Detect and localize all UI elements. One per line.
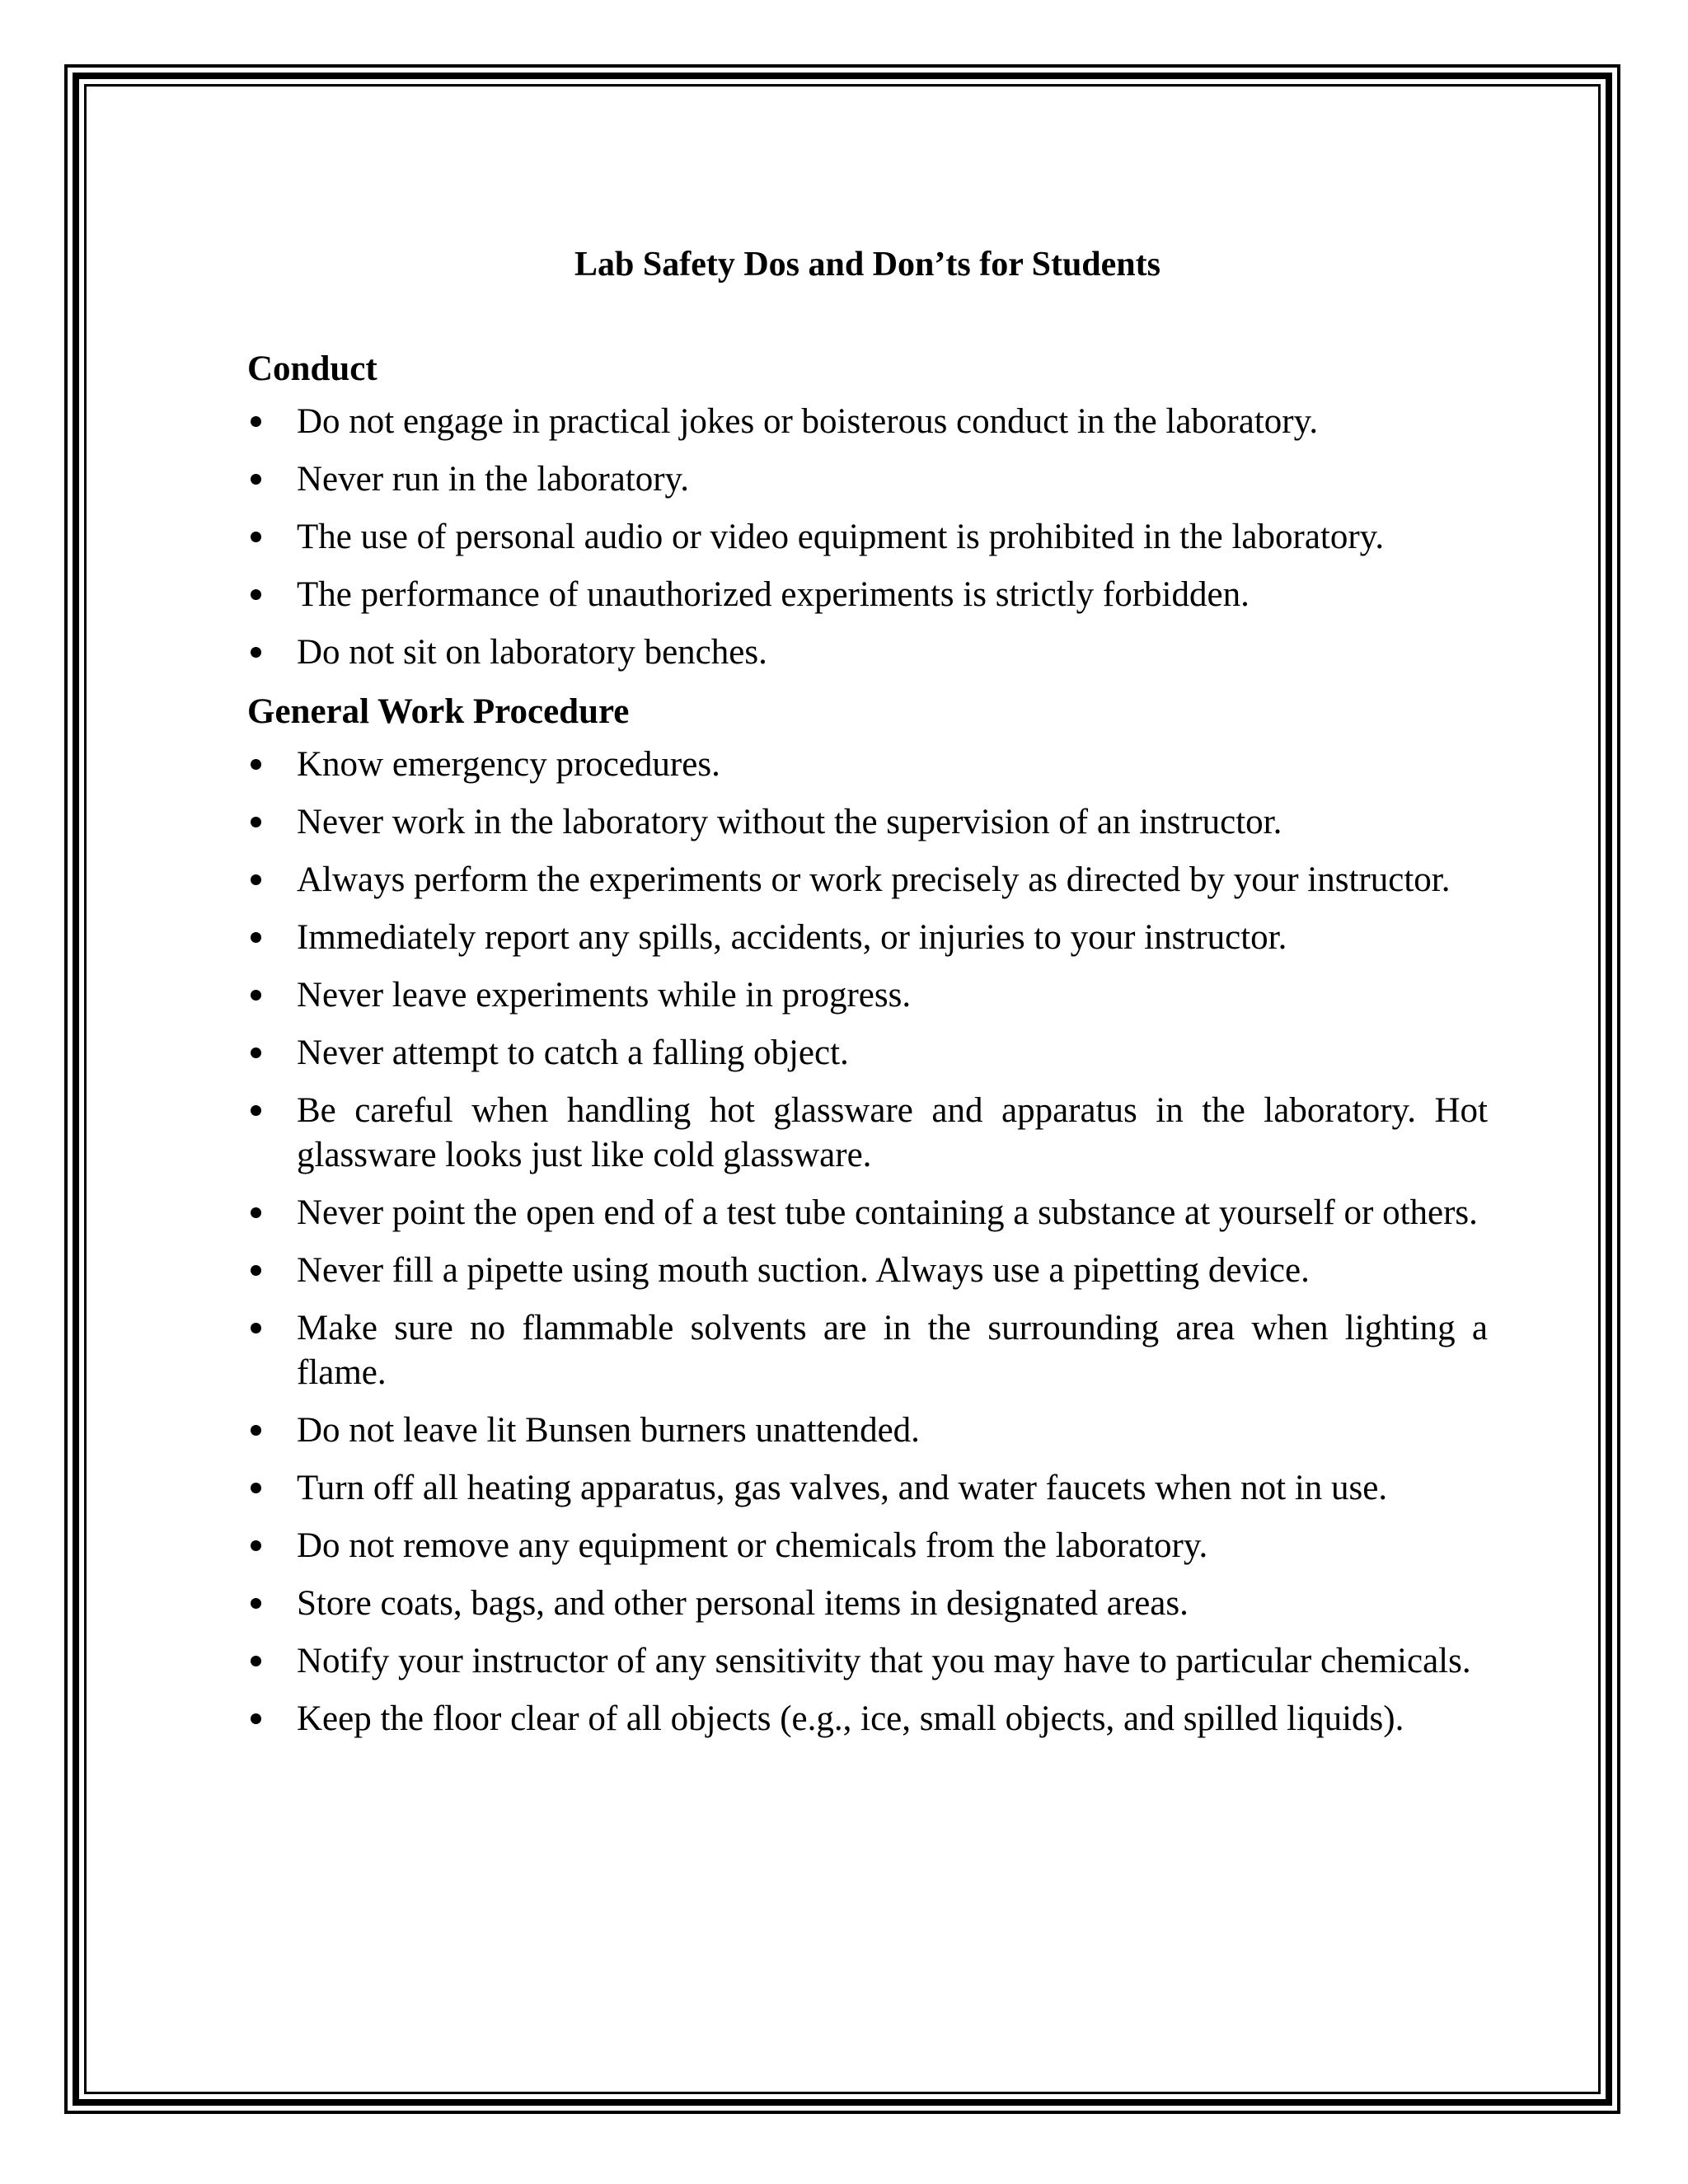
bullet-icon — [251, 817, 261, 827]
list-item — [247, 743, 1488, 787]
conduct-list — [247, 400, 1488, 675]
bullet-icon — [251, 1483, 261, 1493]
bullet-icon — [251, 589, 261, 600]
list-item — [247, 630, 1488, 675]
bullet-icon — [251, 1207, 261, 1218]
list-item — [247, 1697, 1488, 1741]
bullet-icon — [251, 874, 261, 885]
bullet-icon — [251, 932, 261, 943]
bullet-icon — [251, 1047, 261, 1058]
list-item-text: Never attempt to catch a falling object. — [297, 1033, 849, 1072]
list-item-text: Never run in the laboratory. — [297, 460, 690, 499]
list-item-text: Do not remove any equipment or chemicals from the laboratory. — [297, 1526, 1208, 1565]
list-item-text: Never leave experiments while in progress. — [297, 976, 912, 1015]
list-item-text: Never point the open end of a test tube containing a substance at yourself or others. — [297, 1193, 1478, 1232]
list-item — [247, 1408, 1488, 1453]
list-item — [247, 573, 1488, 617]
bullet-icon — [251, 647, 261, 658]
list-item-text: The performance of unauthorized experiments is strictly forbidden. — [297, 575, 1250, 614]
bullet-icon — [251, 1713, 261, 1724]
list-item — [247, 916, 1488, 960]
list-item — [247, 1031, 1488, 1076]
list-item-text: Never work in the laboratory without the supervision of an instructor. — [297, 803, 1282, 841]
list-item-text: Keep the floor clear of all objects (e.g., ice, small objects, and spilled liquids). — [297, 1699, 1404, 1738]
document-content — [247, 235, 1488, 1755]
bullet-icon — [251, 1598, 261, 1609]
bullet-icon — [251, 1265, 261, 1276]
list-item-text: Notify your instructor of any sensitivity that you may have to particular chemicals. — [297, 1642, 1471, 1680]
bullet-icon — [251, 990, 261, 1001]
bullet-icon — [251, 532, 261, 542]
bullet-icon — [251, 1540, 261, 1551]
list-item — [247, 400, 1488, 444]
list-item — [247, 1524, 1488, 1568]
list-item-text: Always perform the experiments or work precisely as directed by your instructor. — [297, 860, 1451, 899]
bullet-icon — [251, 416, 261, 427]
list-item-text: Do not sit on laboratory benches. — [297, 633, 767, 672]
bullet-icon — [251, 1425, 261, 1436]
document-title: Lab Safety Dos and Don’ts for Students — [574, 246, 1160, 284]
list-item — [247, 1191, 1488, 1235]
list-item-text: Immediately report any spills, accidents, or injuries to your instructor. — [297, 918, 1287, 957]
bullet-icon — [251, 1656, 261, 1666]
list-item — [247, 973, 1488, 1018]
list-item — [247, 515, 1488, 560]
bullet-icon — [251, 474, 261, 485]
bullet-icon — [251, 759, 261, 770]
list-item-text: Do not engage in practical jokes or boisterous conduct in the laboratory. — [297, 402, 1319, 441]
list-item-text: Know emergency procedures. — [297, 745, 720, 784]
list-item-text: Turn off all heating apparatus, gas valves, and water faucets when not in use. — [297, 1469, 1388, 1507]
list-item-text: Be careful when handling hot glassware and apparatus in the laboratory. Hot glassware looks just like cold glassware. — [297, 1091, 1488, 1174]
list-item — [247, 800, 1488, 845]
list-item — [247, 1249, 1488, 1293]
bullet-icon — [251, 1105, 261, 1116]
list-item — [247, 1466, 1488, 1511]
list-item-text: Never fill a pipette using mouth suction. Always use a pipetting device. — [297, 1251, 1310, 1290]
list-item — [247, 457, 1488, 502]
general-work-procedure-list — [247, 743, 1488, 1741]
section-heading-conduct: Conduct — [247, 349, 377, 388]
list-item — [247, 1306, 1488, 1395]
list-item — [247, 1089, 1488, 1178]
list-item — [247, 1639, 1488, 1684]
list-item-text: Store coats, bags, and other personal items in designated areas. — [297, 1584, 1189, 1623]
list-item-text: Make sure no flammable solvents are in the surrounding area when lighting a flame. — [297, 1309, 1488, 1392]
section-heading-general-work-procedure: General Work Procedure — [247, 692, 630, 731]
list-item-text: The use of personal audio or video equipment is prohibited in the laboratory. — [297, 518, 1385, 556]
bullet-icon — [251, 1323, 261, 1333]
list-item — [247, 1582, 1488, 1626]
list-item — [247, 858, 1488, 902]
list-item-text: Do not leave lit Bunsen burners unattended. — [297, 1411, 920, 1450]
